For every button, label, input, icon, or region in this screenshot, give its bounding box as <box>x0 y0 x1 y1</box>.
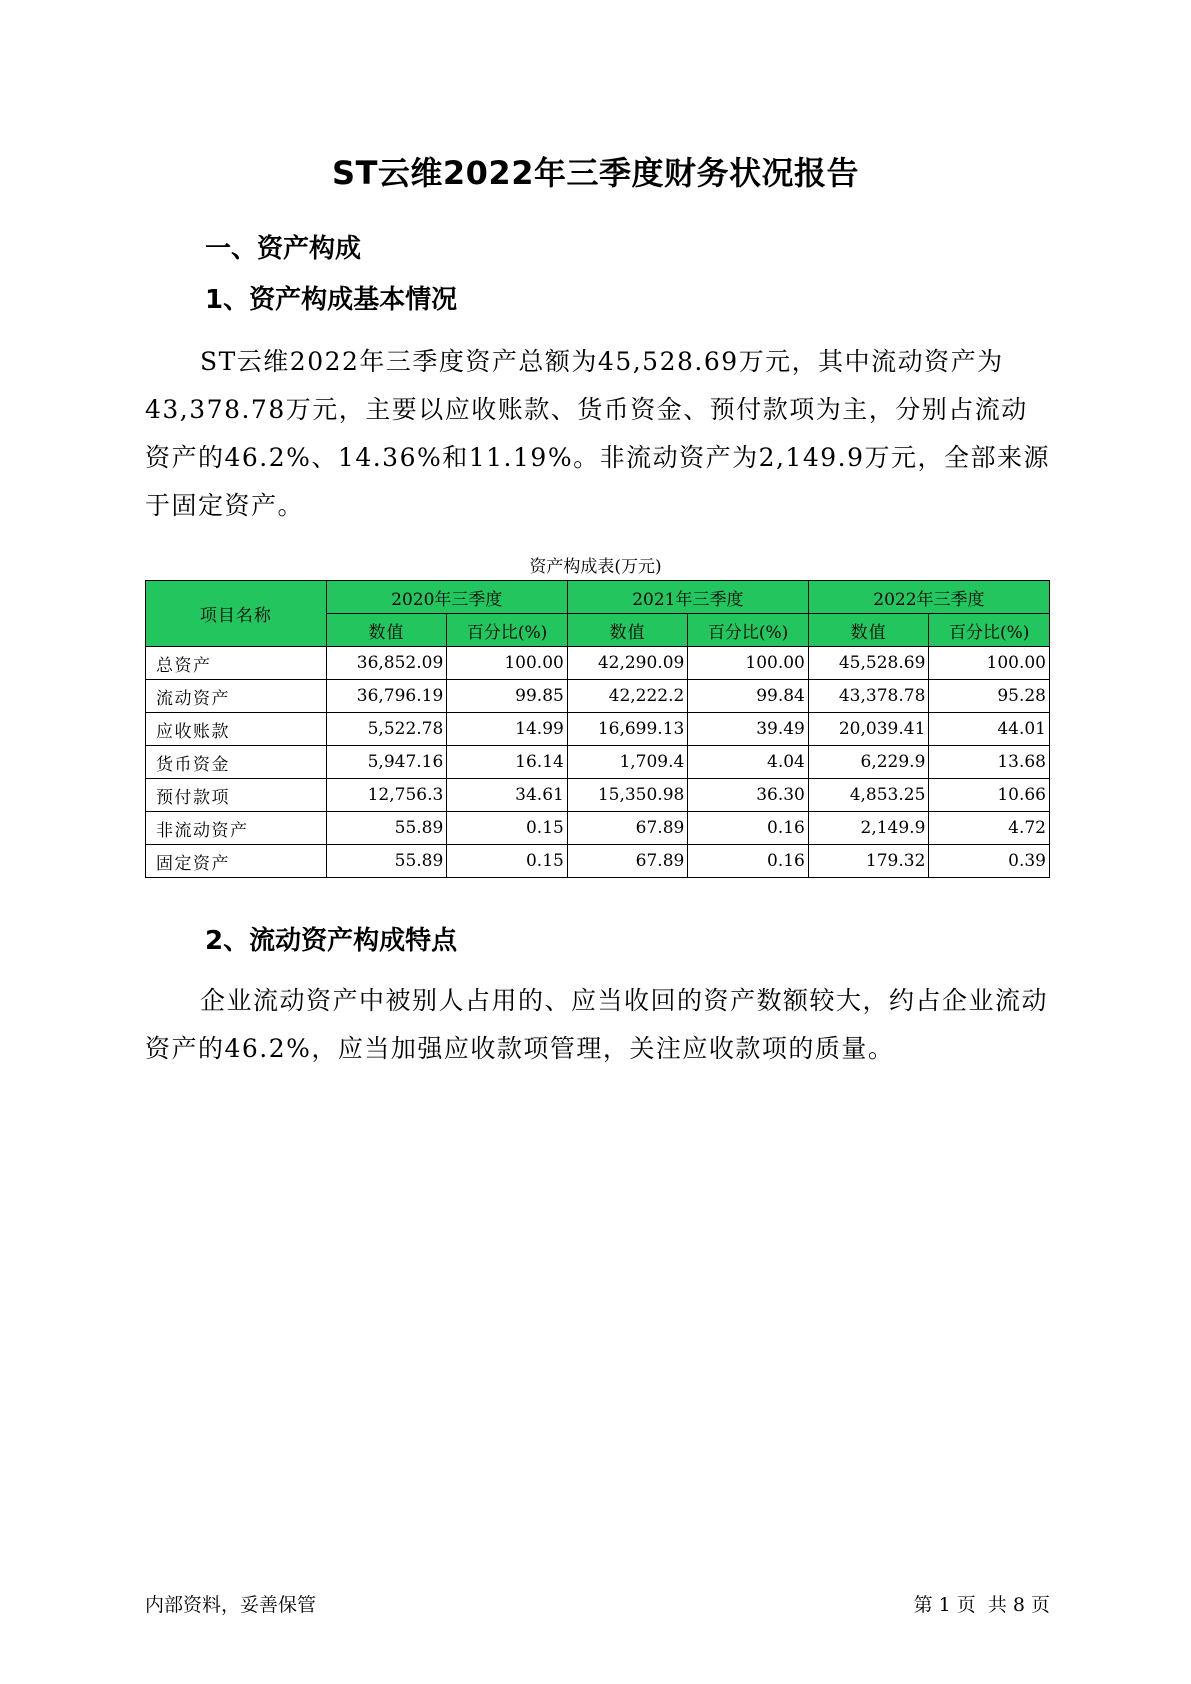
row-name: 预付款项 <box>146 779 327 812</box>
cell-value: 5,947.16 <box>326 746 447 779</box>
cell-value: 1,709.4 <box>567 746 688 779</box>
row-name: 非流动资产 <box>146 812 327 845</box>
cell-value: 12,756.3 <box>326 779 447 812</box>
cell-value: 4.72 <box>929 812 1050 845</box>
header-period-2020: 2020年三季度 <box>326 581 567 614</box>
cell-value: 99.85 <box>447 680 568 713</box>
header-value-2021: 数值 <box>567 614 688 647</box>
cell-value: 36,796.19 <box>326 680 447 713</box>
cell-value: 100.00 <box>929 647 1050 680</box>
cell-value: 0.16 <box>688 812 809 845</box>
cell-value: 10.66 <box>929 779 1050 812</box>
row-name: 总资产 <box>146 647 327 680</box>
table-row <box>146 713 1050 746</box>
cell-value: 44.01 <box>929 713 1050 746</box>
cell-value: 39.49 <box>688 713 809 746</box>
footer-confidential-note: 内部资料，妥善保管 <box>145 1594 317 1616</box>
header-period-2021: 2021年三季度 <box>567 581 808 614</box>
table-row <box>146 779 1050 812</box>
cell-value: 55.89 <box>326 845 447 878</box>
cell-value: 43,378.78 <box>808 680 929 713</box>
cell-value: 36.30 <box>688 779 809 812</box>
header-pct-2020: 百分比(%) <box>447 614 568 647</box>
cell-value: 13.68 <box>929 746 1050 779</box>
page-title: ST云维2022年三季度财务状况报告 <box>332 154 859 192</box>
cell-value: 36,852.09 <box>326 647 447 680</box>
subsection-heading-feature: 2、流动资产构成特点 <box>205 926 458 956</box>
table-row <box>146 680 1050 713</box>
cell-value: 15,350.98 <box>567 779 688 812</box>
cell-value: 95.28 <box>929 680 1050 713</box>
cell-value: 0.15 <box>447 845 568 878</box>
cell-value: 99.84 <box>688 680 809 713</box>
cell-value: 0.39 <box>929 845 1050 878</box>
row-name: 流动资产 <box>146 680 327 713</box>
cell-value: 4,853.25 <box>808 779 929 812</box>
header-value-2020: 数值 <box>326 614 447 647</box>
cell-value: 67.89 <box>567 845 688 878</box>
header-pct-2022: 百分比(%) <box>929 614 1050 647</box>
cell-value: 16,699.13 <box>567 713 688 746</box>
header-pct-2021: 百分比(%) <box>688 614 809 647</box>
cell-value: 45,528.69 <box>808 647 929 680</box>
cell-value: 42,222.2 <box>567 680 688 713</box>
header-period-2022: 2022年三季度 <box>808 581 1049 614</box>
paragraph-basic: ST云维2022年三季度资产总额为45,528.69万元，其中流动资产为43,378.78万元，主要以应收账款、货币资金、预付款项为主，分别占流动资产的46.2%、14.36%和11.19%。非流动资产为2,149.9万元，全部来源于固定资产。 <box>145 347 1050 520</box>
cell-value: 14.99 <box>447 713 568 746</box>
cell-value: 55.89 <box>326 812 447 845</box>
cell-value: 5,522.78 <box>326 713 447 746</box>
cell-value: 100.00 <box>447 647 568 680</box>
cell-value: 42,290.09 <box>567 647 688 680</box>
paragraph-feature: 企业流动资产中被别人占用的、应当收回的资产数额较大，约占企业流动资产的46.2%，应当加强应收款项管理，关注应收款项的质量。 <box>145 986 1049 1063</box>
cell-value: 100.00 <box>688 647 809 680</box>
cell-value: 179.32 <box>808 845 929 878</box>
cell-value: 4.04 <box>688 746 809 779</box>
table-caption: 资产构成表(万元) <box>529 557 662 577</box>
table-row <box>146 845 1050 878</box>
section-heading-asset-composition: 一、资产构成 <box>205 234 362 264</box>
row-name: 货币资金 <box>146 746 327 779</box>
cell-value: 2,149.9 <box>808 812 929 845</box>
row-name: 固定资产 <box>146 845 327 878</box>
table-row <box>146 647 1050 680</box>
cell-value: 34.61 <box>447 779 568 812</box>
cell-value: 6,229.9 <box>808 746 929 779</box>
subsection-heading-basic: 1、资产构成基本情况 <box>205 285 458 315</box>
footer-page-number: 第 1 页 共 8 页 <box>913 1594 1050 1616</box>
table-row <box>146 746 1050 779</box>
header-value-2022: 数值 <box>808 614 929 647</box>
header-item-name: 项目名称 <box>146 581 327 647</box>
table-header-row-periods <box>146 581 1050 614</box>
cell-value: 0.16 <box>688 845 809 878</box>
asset-composition-table <box>145 580 1050 878</box>
cell-value: 16.14 <box>447 746 568 779</box>
row-name: 应收账款 <box>146 713 327 746</box>
table-row <box>146 812 1050 845</box>
cell-value: 20,039.41 <box>808 713 929 746</box>
cell-value: 67.89 <box>567 812 688 845</box>
cell-value: 0.15 <box>447 812 568 845</box>
